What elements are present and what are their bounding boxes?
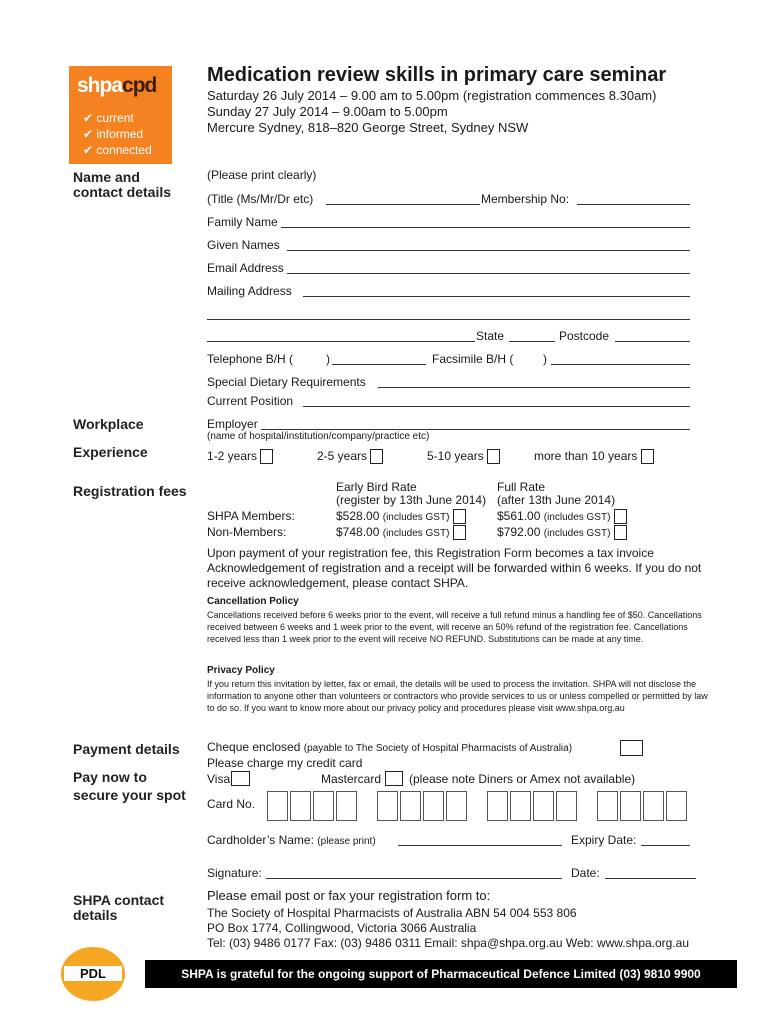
membership-label: Membership No: — [481, 192, 570, 206]
event-date-sat: Saturday 26 July 2014 – 9.00 am to 5.00pm (registration commences 8.30am) — [207, 88, 657, 103]
logo-tagline: ✔ current — [83, 111, 134, 125]
full-rate-head: Full Rate — [497, 480, 546, 494]
section-contact-2: details — [73, 907, 118, 923]
telephone-label: Telephone B/H ( — [207, 352, 294, 366]
card-digit-box[interactable] — [336, 791, 357, 821]
shpa-cpd-logo — [69, 66, 172, 164]
exp-checkbox[interactable] — [487, 449, 500, 464]
expiry-label: Expiry Date: — [571, 833, 637, 847]
section-pay-now-2: secure your spot — [73, 787, 186, 803]
given-names-label: Given Names — [207, 238, 280, 252]
card-digit-box[interactable] — [377, 791, 398, 821]
card-digit-box[interactable] — [267, 791, 288, 821]
email-label: Email Address — [207, 261, 284, 275]
cancellation-text: Cancellations received before 6 weeks prior to the event, will receive a full refund minus a handling fee of $50. Cancellations received between 6 weeks and 1 week prior to the event, will receive an 50% refund of the registration fee. Cancellations received less than 1 week prior to the event will receive NO REFUND. Substitutions can be made at any time. — [207, 610, 702, 644]
card-digit-box[interactable] — [533, 791, 554, 821]
title-field[interactable] — [326, 204, 480, 205]
exp-checkbox[interactable] — [370, 449, 383, 464]
state-label: State — [476, 329, 505, 343]
dietary-field[interactable] — [378, 387, 690, 388]
card-digit-box[interactable] — [510, 791, 531, 821]
tax-invoice-notice: Upon payment of your registration fee, this Registration Form becomes a tax invoice Acknowledgement of registration and a receipt will be forwarded within 6 weeks. If you do not receive acknowledgement, please contact SHPA. — [207, 546, 702, 590]
contact-details: Tel: (03) 9486 0177 Fax: (03) 9486 0311 Email: shpa@shpa.org.au Web: www.shpa.org.au — [207, 936, 690, 950]
contact-org: The Society of Hospital Pharmacists of Australia ABN 54 004 553 806 — [207, 906, 577, 920]
card-number-group[interactable] — [377, 791, 467, 821]
charge-label: Please charge my credit card — [207, 756, 363, 770]
card-digit-box[interactable] — [313, 791, 334, 821]
card-note: (please note Diners or Amex not available) — [409, 772, 636, 786]
cardholder-field[interactable] — [398, 845, 562, 846]
fee-checkbox[interactable] — [614, 525, 627, 540]
section-name-contact: Name and — [73, 169, 140, 185]
cheque-label: Cheque enclosed (payable to The Society of Hospital Pharmacists of Australia) — [207, 740, 573, 754]
membership-field[interactable] — [577, 204, 690, 205]
print-note: (Please print clearly) — [207, 168, 317, 182]
employer-label: Employer — [207, 417, 258, 431]
members-label: SHPA Members: — [207, 509, 295, 523]
card-digit-box[interactable] — [400, 791, 421, 821]
card-number-group[interactable] — [597, 791, 687, 821]
card-digit-box[interactable] — [620, 791, 641, 821]
state-field[interactable] — [509, 341, 555, 342]
facsimile-close: ) — [543, 352, 547, 366]
employer-note: (name of hospital/institution/company/practice etc) — [207, 431, 430, 442]
given-names-field[interactable] — [287, 250, 690, 251]
position-field[interactable] — [303, 406, 690, 407]
telephone-close: ) — [326, 352, 330, 366]
logo-tagline: ✔ informed — [83, 127, 144, 141]
exp-option[interactable]: 1-2 years — [207, 449, 273, 464]
cancellation-heading: Cancellation Policy — [207, 596, 299, 607]
title-label: (Title (Ms/Mr/Dr etc) — [207, 192, 314, 206]
card-digit-box[interactable] — [597, 791, 618, 821]
visa-checkbox[interactable] — [231, 771, 250, 786]
sponsor-banner: SHPA is grateful for the ongoing support of Pharmaceutical Defence Limited (03) 9810 9900 — [145, 960, 737, 988]
pdl-logo — [60, 946, 126, 1002]
fee-checkbox[interactable] — [614, 509, 627, 524]
pdl-logo-text: PDL — [80, 966, 106, 981]
signature-field[interactable] — [266, 878, 562, 879]
card-digit-box[interactable] — [556, 791, 577, 821]
event-date-sun: Sunday 27 July 2014 – 9.00am to 5.00pm — [207, 104, 448, 119]
privacy-heading: Privacy Policy — [207, 665, 275, 676]
visa-label: Visa — [207, 772, 231, 786]
card-digit-box[interactable] — [446, 791, 467, 821]
facsimile-label: Facsimile B/H ( — [432, 352, 514, 366]
employer-field[interactable] — [261, 429, 690, 430]
card-number-group[interactable] — [487, 791, 577, 821]
cardholder-label: Cardholder’s Name: (please print) — [207, 833, 376, 847]
card-digit-box[interactable] — [643, 791, 664, 821]
members-early-option[interactable]: $528.00 (includes GST) — [336, 509, 466, 524]
section-experience: Experience — [73, 444, 148, 460]
position-label: Current Position — [207, 394, 294, 408]
contact-address: PO Box 1774, Collingwood, Victoria 3066 Australia — [207, 921, 477, 935]
dietary-label: Special Dietary Requirements — [207, 375, 366, 389]
section-registration-fees: Registration fees — [73, 483, 187, 499]
nonmembers-label: Non-Members: — [207, 525, 287, 539]
facsimile-field[interactable] — [551, 364, 690, 365]
expiry-field[interactable] — [641, 845, 690, 846]
family-name-label: Family Name — [207, 215, 278, 229]
card-no-label: Card No. — [207, 797, 256, 811]
mailing-field[interactable] — [303, 296, 690, 297]
card-digit-box[interactable] — [290, 791, 311, 821]
logo-tagline: ✔ connected — [83, 143, 152, 157]
date-label: Date: — [571, 866, 600, 880]
card-digit-box[interactable] — [423, 791, 444, 821]
mastercard-label: Mastercard — [321, 772, 382, 786]
section-pay-now: Pay now to — [73, 769, 147, 785]
cheque-checkbox[interactable] — [620, 740, 643, 756]
nonmembers-full-option[interactable]: $792.00 (includes GST) — [497, 525, 627, 540]
early-bird-head: Early Bird Rate — [336, 480, 417, 494]
mailing-field-line2[interactable] — [207, 319, 690, 320]
postcode-field[interactable] — [615, 341, 690, 342]
card-digit-box[interactable] — [666, 791, 687, 821]
section-payment: Payment details — [73, 741, 180, 757]
exp-option[interactable]: 2-5 years — [317, 449, 383, 464]
telephone-field[interactable] — [332, 364, 426, 365]
event-venue: Mercure Sydney, 818–820 George Street, Sydney NSW — [207, 120, 529, 135]
section-name-contact-2: contact details — [73, 184, 172, 200]
fee-checkbox[interactable] — [453, 509, 466, 524]
date-field[interactable] — [605, 878, 696, 879]
mastercard-checkbox[interactable] — [385, 771, 403, 786]
page-title: Medication review skills in primary care seminar — [207, 64, 667, 86]
email-field[interactable] — [287, 273, 690, 274]
mailing-field-line3[interactable] — [207, 341, 475, 342]
section-contact: SHPA contact — [73, 892, 165, 908]
privacy-text: If you return this invitation by letter, fax or email, the details will be used to process the invitation. SHPA will not disclose the information to anyone other than volunteers or contractors who provide services to us or unless compelled or permitted by law to do so. If you want to know more about our privacy policy and procedures please visit www.shpa.org.au — [207, 679, 708, 713]
nonmembers-early-option[interactable]: $748.00 (includes GST) — [336, 525, 466, 540]
exp-option[interactable]: more than 10 years — [534, 449, 654, 464]
members-full-option[interactable]: $561.00 (includes GST) — [497, 509, 627, 524]
exp-checkbox[interactable] — [260, 449, 273, 464]
contact-lead: Please email post or fax your registration form to: — [207, 888, 491, 903]
card-digit-box[interactable] — [487, 791, 508, 821]
family-name-field[interactable] — [281, 227, 690, 228]
postcode-label: Postcode — [559, 329, 610, 343]
exp-option[interactable]: 5-10 years — [427, 449, 500, 464]
full-rate-sub: (after 13th June 2014) — [497, 493, 616, 507]
card-number-group[interactable] — [267, 791, 357, 821]
signature-label: Signature: — [207, 866, 262, 880]
early-bird-sub: (register by 13th June 2014) — [336, 493, 487, 507]
mailing-label: Mailing Address — [207, 284, 292, 298]
section-workplace: Workplace — [73, 416, 144, 432]
exp-checkbox[interactable] — [641, 449, 654, 464]
logo-title: shpacpd — [77, 74, 157, 97]
fee-checkbox[interactable] — [453, 525, 466, 540]
